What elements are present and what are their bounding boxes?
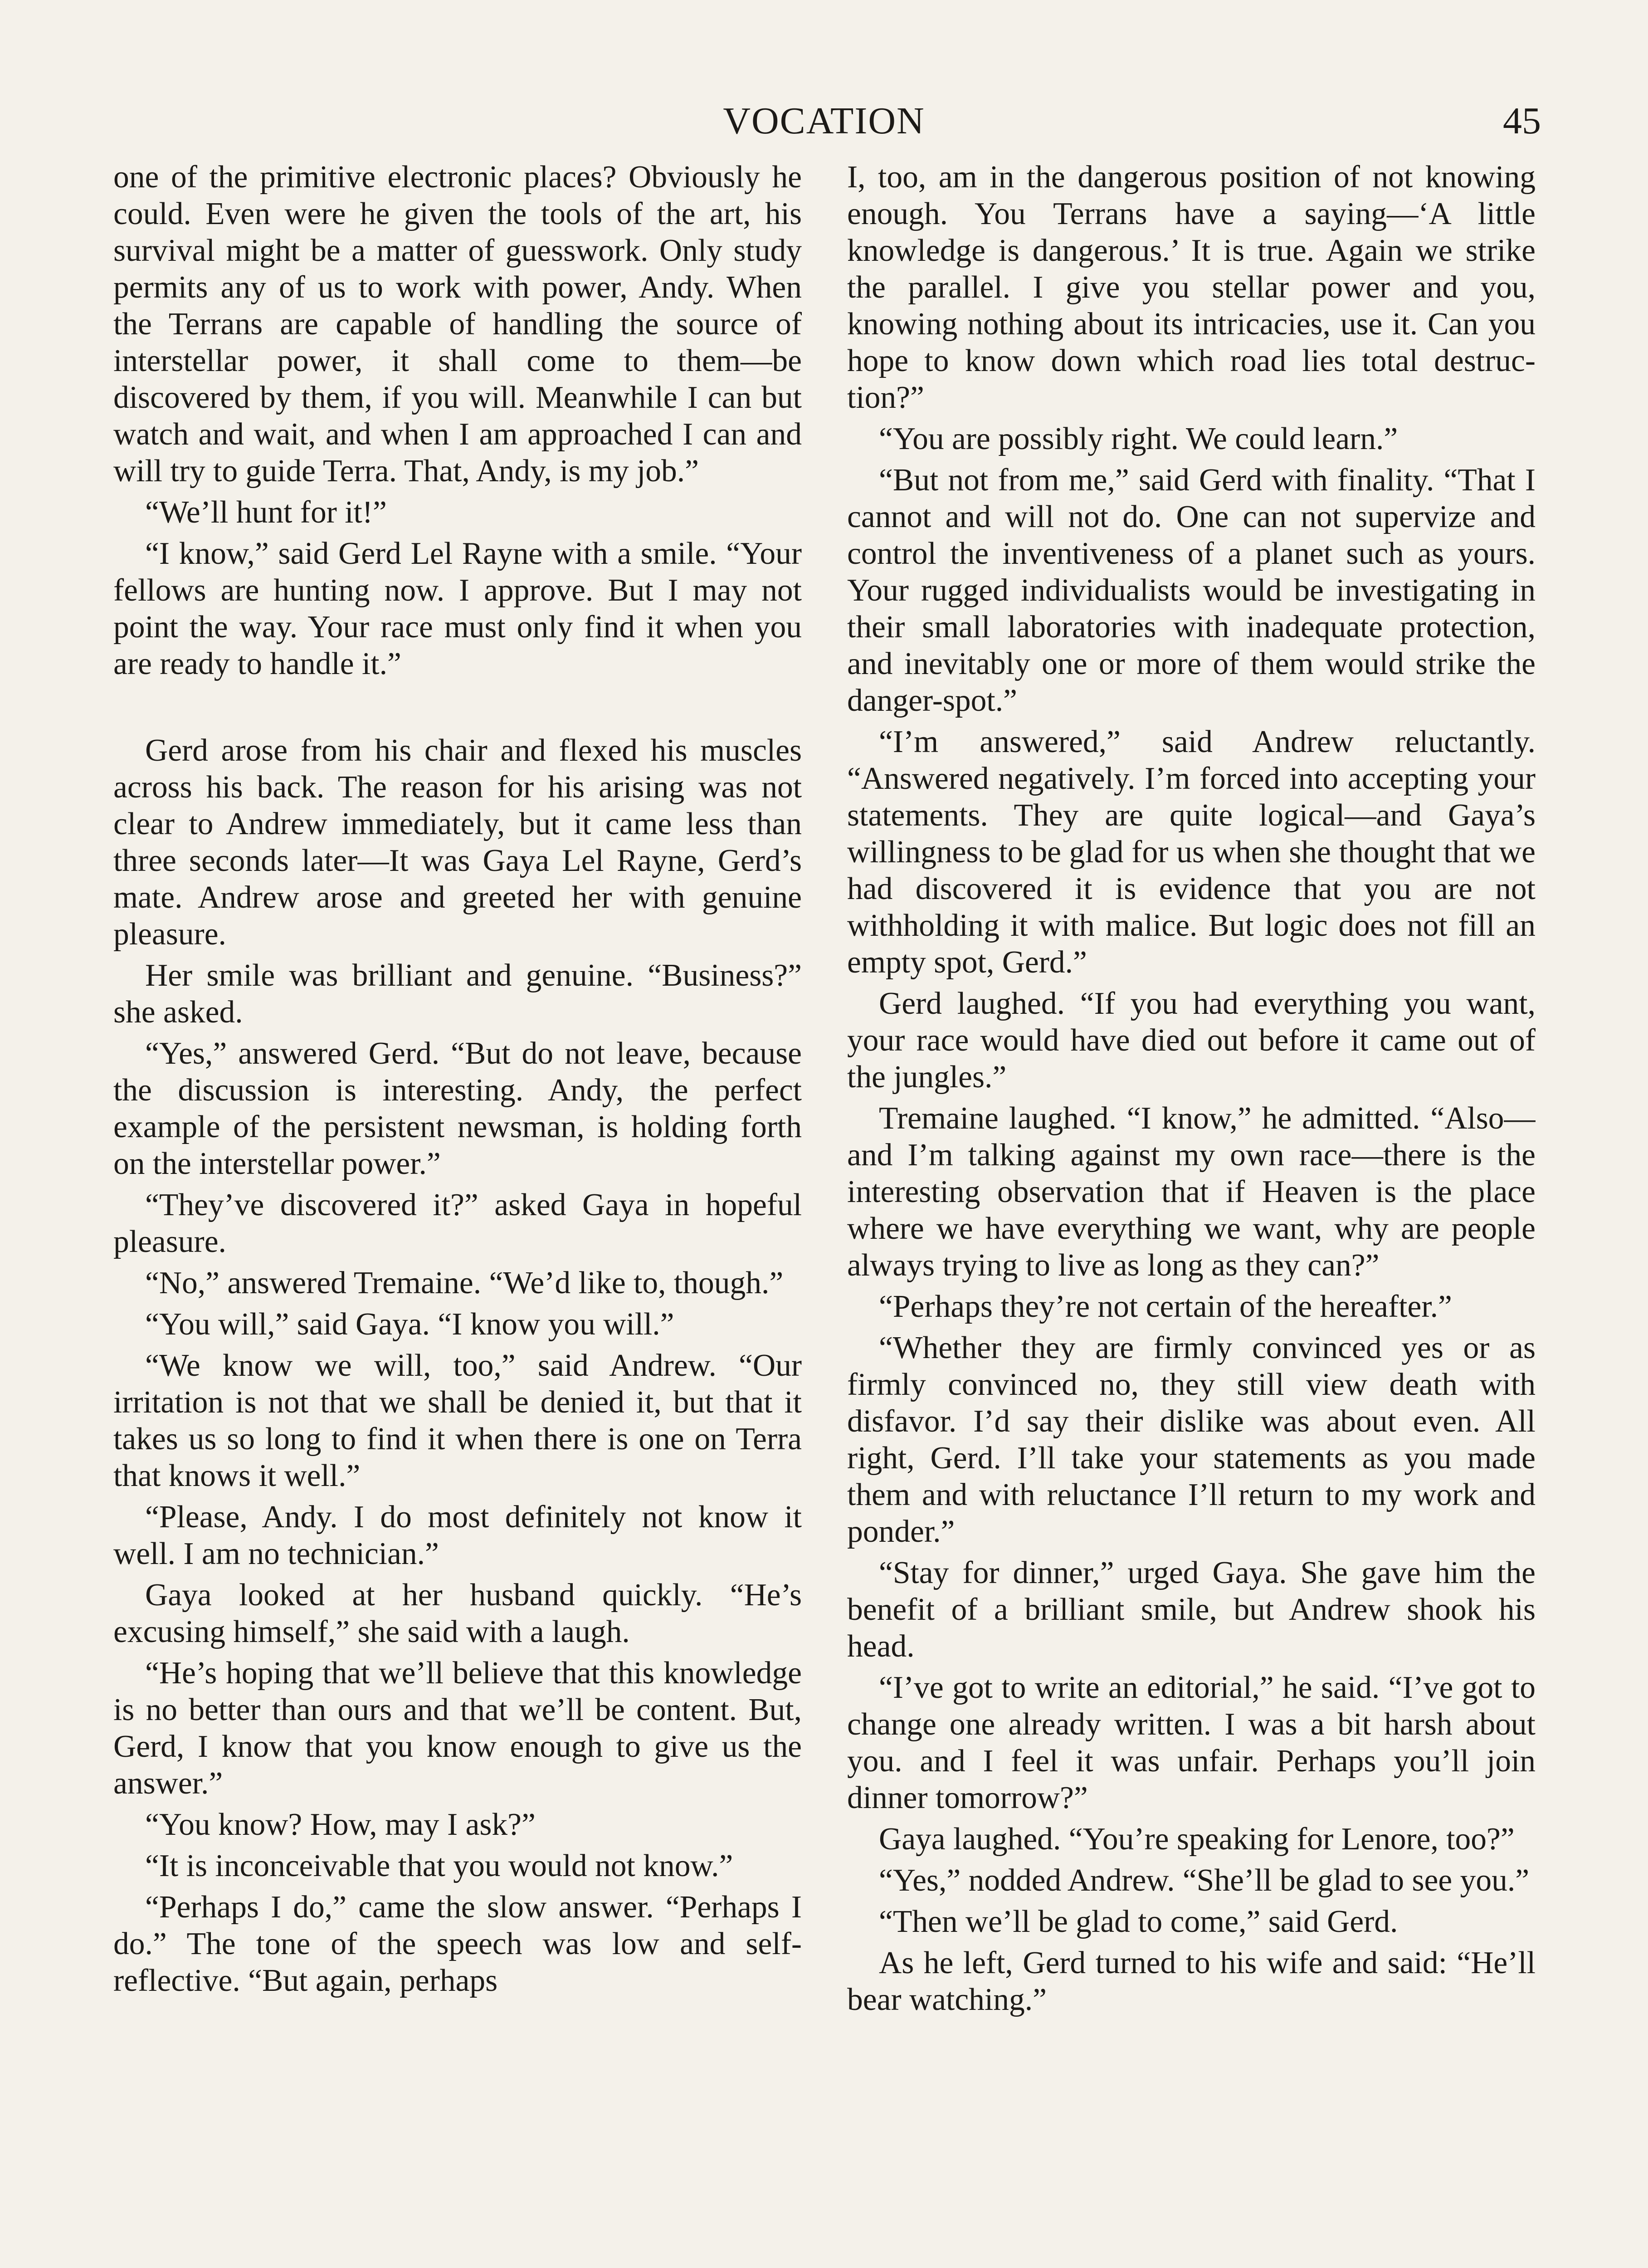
paragraph: “We’ll hunt for it!” bbox=[145, 495, 387, 530]
paragraph: Gerd arose from his chair and flexed his muscles across his back. The reason for his arising was not clear to Andrew immediately, but it came less than three seconds later—It was Gaya Lel Rayne, Gerd’s mate. Andrew arose and greeted her with genuine pleasure. bbox=[113, 733, 802, 952]
paragraph: “Yes,” answered Gerd. “But do not leave, because the discussion is interesting. Andy, the perfect example of the persistent newsman, is holding forth on the interstellar power.” bbox=[113, 1036, 802, 1181]
paragraph: “Stay for dinner,” urged Gaya. She gave him the benefit of a brilliant smile, but Andrew shook his head. bbox=[847, 1555, 1536, 1664]
paragraph: “Then we’ll be glad to come,” said Gerd. bbox=[879, 1904, 1398, 1939]
paragraph: I, too, am in the dangerous position of not knowing enough. You Terrans have a saying—‘A little knowledge is dangerous.’ It is true. Again we strike the parallel. I give you stellar power and you, knowing nothing about its intricacies, use it. Can you hope to know down which road lies total destruction?” bbox=[847, 160, 1536, 415]
paragraph: Gerd laughed. “If you had everything you want, your race would have died out before it came out of the jungles.” bbox=[847, 986, 1536, 1095]
paragraph: one of the primitive electronic places? Obviously he could. Even were he given the tools of the art, his survival might be a matter of guesswork. Only study permits any of us to work with power, Andy. When the Terrans are capable of handling the source of interstellar power, it shall come to them—be discovered by them, if you will. Meanwhile I can but watch and wait, and when I am approached I can and will try to guide Terra. That, Andy, is my job.” bbox=[113, 160, 802, 489]
paragraph: “They’ve discovered it?” asked Gaya in hopeful pleasure. bbox=[113, 1188, 802, 1259]
paragraph: “But not from me,” said Gerd with finality. “That I cannot and will not do. One can not supervize and control the inventiveness of a planet such as yours. Your rugged individualists would be investigating in their small laboratories with inadequate protection, and inevitably one or more of them would strike the danger-spot.” bbox=[847, 463, 1536, 718]
paragraph: Her smile was brilliant and genuine. “Business?” she asked. bbox=[113, 958, 802, 1030]
right-column bbox=[847, 159, 1536, 2268]
paragraph: “Perhaps they’re not certain of the hereafter.” bbox=[879, 1289, 1452, 1324]
paragraph: “Yes,” nodded Andrew. “She’ll be glad to see you.” bbox=[879, 1863, 1530, 1898]
paragraph: “We know we will, too,” said Andrew. “Our irritation is not that we shall be denied it, but that it takes us so long to find it when there is one on Terra that knows it well.” bbox=[113, 1348, 802, 1493]
paragraph: “You will,” said Gaya. “I know you will.” bbox=[145, 1307, 674, 1342]
page-header bbox=[0, 96, 1648, 146]
paragraph: Gaya laughed. “You’re speaking for Lenore, too?” bbox=[879, 1822, 1515, 1857]
page-number: 45 bbox=[1503, 100, 1541, 142]
paragraph: “No,” answered Tremaine. “We’d like to, though.” bbox=[145, 1266, 784, 1300]
paragraph: “Perhaps I do,” came the slow answer. “Perhaps I do.” The tone of the speech was low and self-reflective. “But again, perhaps bbox=[113, 1890, 802, 1998]
paragraph: “Please, Andy. I do most definitely not know it well. I am no technician.” bbox=[113, 1500, 802, 1571]
paragraph: “I’ve got to write an editorial,” he said. “I’ve got to change one already written. I was a bit harsh about you. and I feel it was unfair. Perhaps you’ll join dinner tomorrow?” bbox=[847, 1670, 1536, 1815]
paragraph: Gaya looked at her husband quickly. “He’s excusing himself,” she said with a laugh. bbox=[113, 1578, 802, 1649]
paragraph: As he left, Gerd turned to his wife and said: “He’ll bear watching.” bbox=[847, 1945, 1536, 2017]
paragraph: “Whether they are firmly convinced yes or as firmly convinced no, they still view death with disfavor. I’d say their dislike was about even. All right, Gerd. I’ll take your statements as you made them and with reluctance I’ll return to my work and ponder.” bbox=[847, 1330, 1536, 1549]
paragraph: “It is inconceivable that you would not know.” bbox=[145, 1848, 733, 1883]
left-column bbox=[113, 159, 802, 2268]
paragraph: Tremaine laughed. “I know,” he admitted. “Also—and I’m talking against my own race—there is the interesting observation that if Heaven is the place where we have everything we want, why are people always trying to live as long as they can?” bbox=[847, 1101, 1536, 1283]
paragraph: “You know? How, may I ask?” bbox=[145, 1807, 536, 1842]
running-head: VOCATION bbox=[723, 100, 925, 142]
paragraph: “I’m answered,” said Andrew reluctantly. “Answered negatively. I’m forced into accepting your statements. They are quite logical—and Gaya’s willingness to be glad for us when she thought that we had discovered it is evidence that you are not withholding it with malice. But logic does not fill an empty spot, Gerd.” bbox=[847, 724, 1536, 980]
paragraph: “You are possibly right. We could learn.” bbox=[879, 421, 1398, 456]
paragraph: “I know,” said Gerd Lel Rayne with a smile. “Your fellows are hunting now. I approve. But I may not point the way. Your race must only find it when you are ready to handle it.” bbox=[113, 536, 802, 681]
paragraph: “He’s hoping that we’ll believe that this knowledge is no better than ours and that we’ll be content. But, Gerd, I know that you know enough to give us the answer.” bbox=[113, 1656, 802, 1801]
